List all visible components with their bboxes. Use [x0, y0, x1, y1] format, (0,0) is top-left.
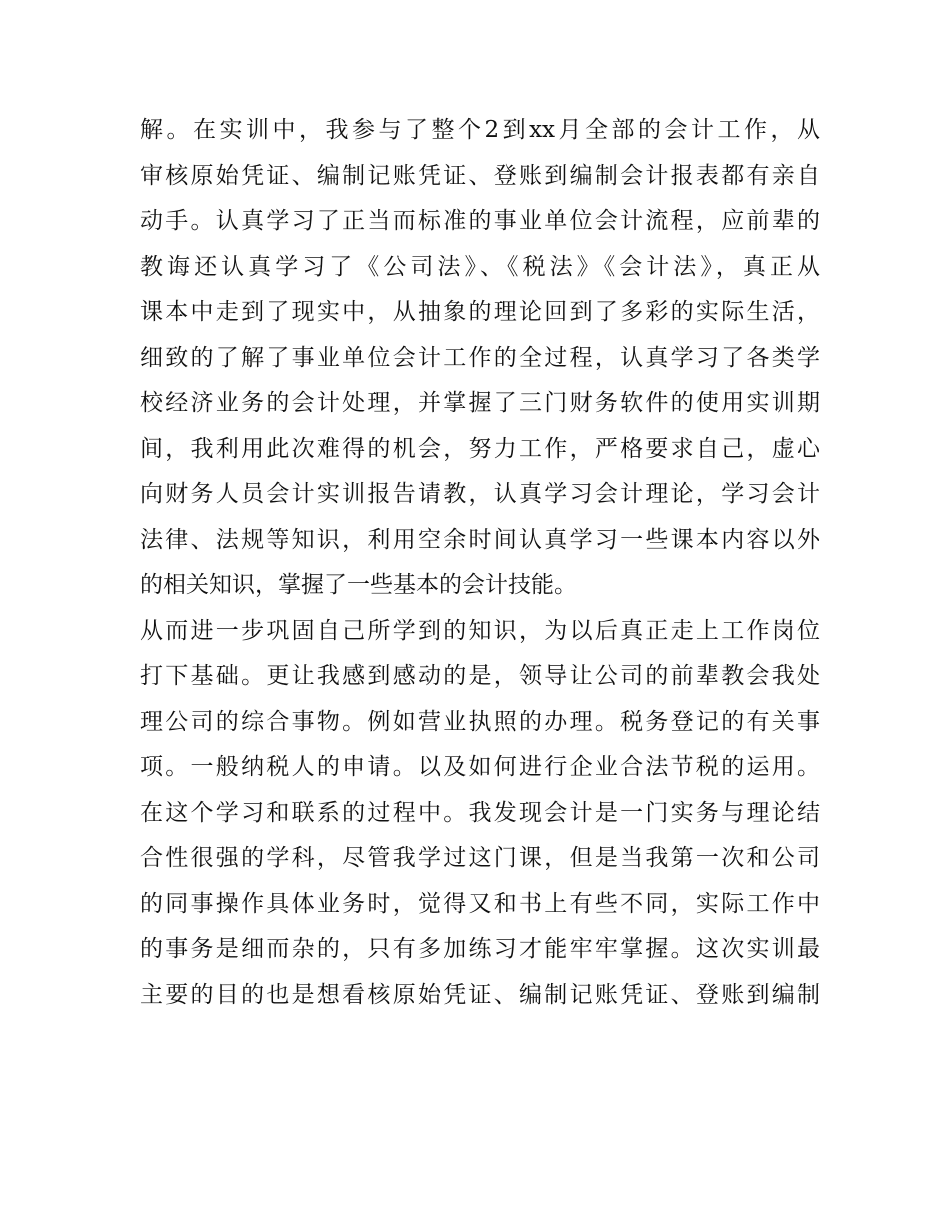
text-line: 审核原始凭证、编制记账凭证、登账到编制会计报表都有亲自: [140, 162, 820, 189]
text-line: 解。在实训中，我参与了整个2到xx月全部的会计工作，从: [140, 117, 820, 143]
text-line: 法律、法规等知识，利用空余时间认真学习一些课本内容以外: [140, 526, 820, 553]
text-line: 主要的目的也是想看核原始凭证、编制记账凭证、登账到编制: [140, 981, 820, 1008]
text-line: 课本中走到了现实中，从抽象的理论回到了多彩的实际生活，: [140, 299, 820, 325]
body-text: [140, 108, 820, 1018]
text-line: 打下基础。更让我感到感动的是，领导让公司的前辈教会我处: [140, 663, 820, 689]
paragraph-2: [140, 609, 820, 1019]
text-line: 的同事操作具体业务时，觉得又和书上有些不同，实际工作中: [140, 890, 820, 917]
text-line: 的事务是细而杂的，只有多加练习才能牢牢掌握。这次实训最: [140, 936, 820, 962]
text-line: 在这个学习和联系的过程中。我发现会计是一门实务与理论结: [140, 799, 820, 826]
text-line: 细致的了解了事业单位会计工作的全过程，认真学习了各类学: [140, 344, 820, 371]
text-line: 教诲还认真学习了《公司法》、《税法》《会计法》，真正从: [140, 253, 820, 280]
text-line: 项。一般纳税人的申请。以及如何进行企业合法节税的运用。: [140, 754, 820, 780]
text-line: 向财务人员会计实训报告请教，认真学习会计理论，学习会计: [140, 481, 820, 507]
text-line: 理公司的综合事物。例如营业执照的办理。税务登记的有关事: [140, 708, 820, 735]
text-line: 的相关知识，掌握了一些基本的会计技能。: [140, 572, 577, 598]
text-line: 从而进一步巩固自己所学到的知识，为以后真正走上工作岗位: [140, 617, 820, 644]
text-line: 合性很强的学科，尽管我学过这门课，但是当我第一次和公司: [140, 845, 820, 871]
paragraph-1: [140, 108, 820, 609]
text-line: 动手。认真学习了正当而标准的事业单位会计流程，应前辈的: [140, 208, 820, 234]
text-line: 间，我利用此次难得的机会，努力工作，严格要求自己，虚心: [140, 435, 820, 462]
text-line: 校经济业务的会计处理，并掌握了三门财务软件的使用实训期: [140, 390, 820, 416]
